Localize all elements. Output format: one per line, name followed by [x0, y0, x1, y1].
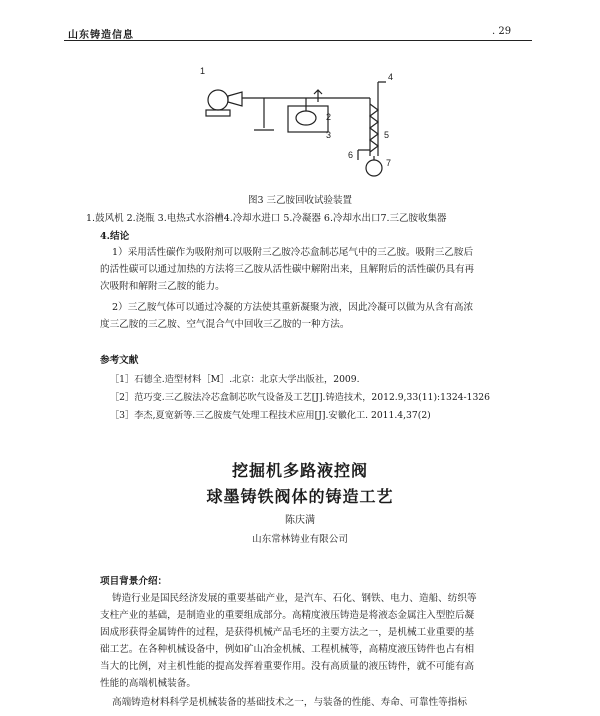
- conclusion-p1-line2: 的活性碳可以通过加热的方法将三乙胺从活性碳中解附出来，且解附后的活性碳仍具有再: [100, 264, 475, 275]
- fig-label-4: 4: [388, 72, 394, 82]
- para1-line3: 固成形获得金属铸件的过程，是获得机械产品毛坯的主要方法之一，是机械工业重要的基: [100, 627, 475, 638]
- section-title: 项目背景介绍：: [100, 576, 168, 587]
- condenser-coil: [370, 104, 378, 152]
- collector-flask: [366, 160, 382, 176]
- conclusion-p1-line3: 次吸附和解附三乙胺的能力。: [100, 281, 225, 292]
- article-title-line1: 挖掘机多路液控阀: [231, 461, 368, 480]
- para1-line2: 支柱产业的基础，是制造业的重要组成部分。高精度液压铸造是将液态金属注入型腔后凝: [100, 610, 475, 621]
- para1-line5: 当大的比例，对主机性能的提高发挥着重要作用。没有高质量的液压铸件，就不可能有高: [100, 661, 475, 672]
- flow-arrow: [314, 90, 322, 102]
- fig-label-6: 6: [348, 150, 354, 160]
- article-author: 陈庆满: [285, 515, 315, 526]
- page-number: . 29: [492, 26, 512, 37]
- para1-line6: 性能的高端机械装备。: [100, 678, 196, 689]
- reference-item-2: ［2］范巧变.三乙胺法冷芯盒制芯吹气设备及工艺[J].铸造技术，2012.9,33(11):1324-1326: [110, 392, 490, 403]
- cooling-out: [358, 150, 370, 160]
- fig-label-2: 2: [326, 112, 332, 122]
- conclusion-p2-line1: 2）三乙胺气体可以通过冷凝的方法使其重新凝聚为液，因此冷凝可以做为从含有高浓: [112, 302, 474, 313]
- para2-line1: 高端铸造材料科学是机械装备的基础技术之一，与装备的性能、寿命、可靠性等指标: [112, 697, 467, 708]
- cooling-in: [378, 82, 386, 98]
- article-title-line2: 球墨铸铁阀体的铸造工艺: [206, 487, 394, 506]
- header-rule: [64, 40, 532, 41]
- blower-shape: [208, 90, 228, 110]
- water-bath: [288, 106, 328, 132]
- conclusion-p2-line2: 度三乙胺的三乙胺、空气混合气中回收三乙胺的一种方法。: [100, 319, 350, 330]
- figure-caption: 图3 三乙胺回收试验装置: [247, 195, 353, 206]
- apparatus-diagram: [180, 58, 440, 198]
- flask-shape: [296, 111, 316, 125]
- clamp-stand: [254, 98, 274, 130]
- figure-legend: 1.鼓风机 2.浇瓶 3.电热式水浴槽4.冷却水进口 5.冷凝器 6.冷却水出口7.三乙胺收集器: [86, 213, 447, 224]
- fig-label-5: 5: [384, 130, 390, 140]
- fig-label-1: 1: [200, 66, 206, 76]
- journal-name: 山东铸造信息: [68, 30, 134, 41]
- reference-item-1: ［1］石德全.造型材料［M］.北京：北京大学出版社，2009.: [110, 374, 360, 385]
- references-title: 参考文献: [100, 355, 139, 366]
- blower-nozzle: [228, 92, 242, 106]
- conclusion-heading: 4.结论: [100, 231, 130, 242]
- fig-label-7: 7: [386, 158, 392, 168]
- para1-line4: 础工艺。在各种机械设备中，例如矿山冶金机械、工程机械等，高精度液压铸件也占有相: [100, 644, 475, 655]
- reference-item-3: ［3］李杰,夏宽新等.三乙胺废气处理工程技术应用[J].安徽化工. 2011.4,37(2): [110, 410, 431, 421]
- conclusion-p1-line1: 1）采用活性碳作为吸附剂可以吸附三乙胺冷芯盒制芯尾气中的三乙胺。吸附三乙胺后: [112, 247, 474, 258]
- blower-base: [206, 110, 230, 116]
- article-affiliation: 山东常林铸业有限公司: [252, 534, 348, 545]
- fig-label-3: 3: [326, 130, 332, 140]
- para1-line1: 铸造行业是国民经济发展的重要基础产业，是汽车、石化、钢铁、电力、造船、纺织等: [112, 593, 477, 604]
